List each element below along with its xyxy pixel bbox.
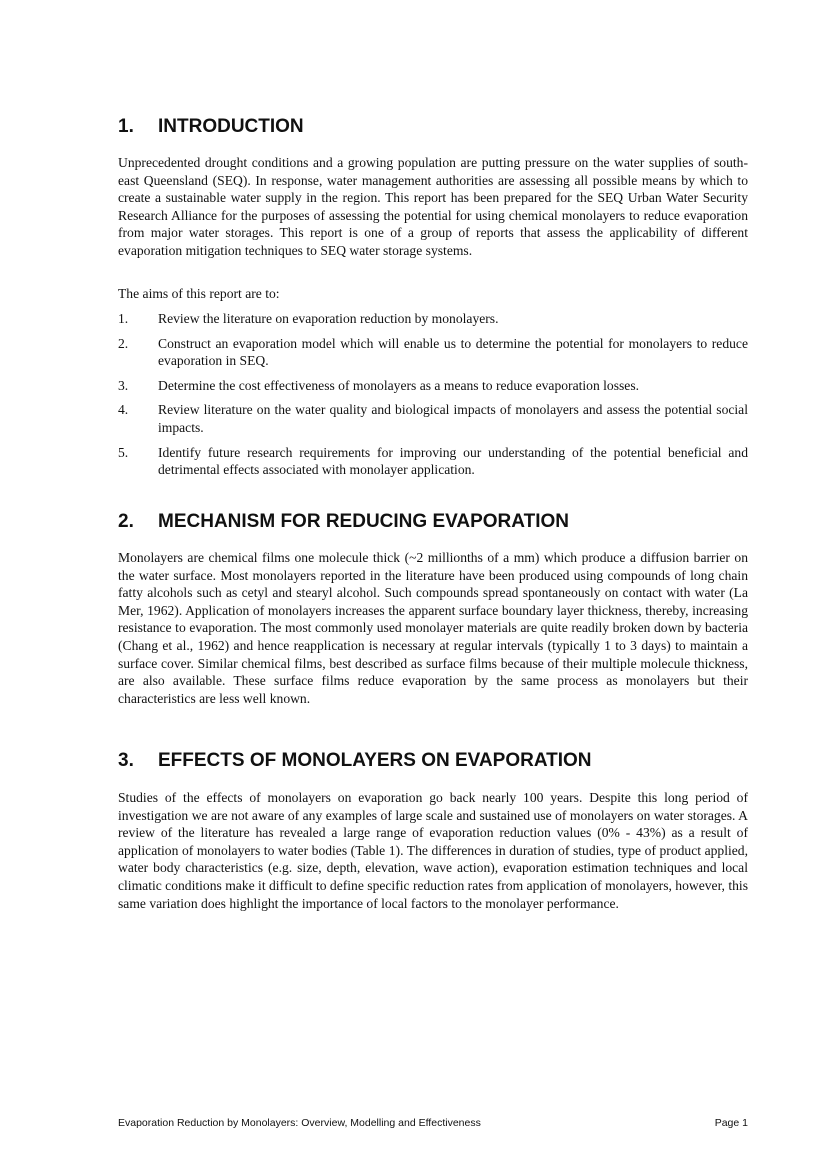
aim-item	[118, 377, 748, 395]
section-heading-mechanism	[118, 511, 569, 533]
aim-item	[118, 401, 748, 436]
section-number: 1.	[118, 116, 134, 137]
section-title: EFFECTS OF MONOLAYERS ON EVAPORATION	[158, 750, 592, 771]
aim-item	[118, 310, 748, 328]
section-title: MECHANISM FOR REDUCING EVAPORATION	[158, 511, 569, 532]
aims-intro: The aims of this report are to:	[118, 286, 280, 301]
section-heading-introduction	[118, 116, 304, 138]
aim-text: Construct an evaporation model which will enable us to determine the potential for monolayers to reduce evaporation in SEQ.	[158, 335, 748, 369]
aims-list	[118, 310, 748, 486]
aim-number: 4.	[118, 402, 129, 418]
aim-item	[118, 444, 748, 479]
introduction-paragraph: Unprecedented drought conditions and a growing population are putting pressure on the water supplies of south-east Queensland (SEQ). In response, water management authorities are assessing all possible means by which to create a sustainable water supply in the region. This report has been prepared for the SEQ Urban Water Security Research Alliance for the purposes of assessing the potential for using chemical monolayers to reduce evaporation from major water storages. This report is one of a group of reports that assess the applicability of different evaporation mitigation techniques to SEQ water storage systems.	[118, 155, 748, 258]
aim-text: Determine the cost effectiveness of monolayers as a means to reduce evaporation losses.	[158, 377, 640, 393]
section-number: 3.	[118, 750, 134, 771]
section-heading-effects	[118, 750, 592, 772]
footer-title: Evaporation Reduction by Monolayers: Overview, Modelling and Effectiveness	[118, 1117, 481, 1129]
page-number: Page 1	[714, 1117, 748, 1129]
effects-paragraph: Studies of the effects of monolayers on evaporation go back nearly 100 years. Despite this long period of investigation we are not aware of any examples of large scale and sustained use of monolayers on water storages. A review of the literature has revealed a large range of evaporation reduction values (0% - 43%) as a result of application of monolayers to water bodies (Table 1). The differences in duration of studies, type of product applied, water body characteristics (e.g. size, depth, elevation, wave action), evaporation estimation techniques and local climatic conditions make it difficult to define specific reduction rates from application of monolayers, however, this same variation does highlight the importance of local factors to the monolayer performance.	[118, 790, 748, 911]
mechanism-paragraph: Monolayers are chemical films one molecule thick (~2 millionths of a mm) which produce a diffusion barrier on the water surface. Most monolayers reported in the literature have been produced using compounds of long chain fatty alcohols such as cetyl and stearyl alcohol. Such compounds spread spontaneously on contact with water (La Mer, 1962). Application of monolayers increases the apparent surface boundary layer thickness, thereby, increasing resistance to evaporation. The most commonly used monolayer materials are quite readily broken down by bacteria (Chang et al., 1962) and hence reapplication is necessary at regular intervals (typically 1 to 3 days) to maintain a surface cover. Similar chemical films, best described as surface films because of their multiple molecule thickness, are also available. These surface films reduce evaporation by the same process as monolayers but their characteristics are less well known.	[118, 550, 748, 706]
aim-number: 3.	[118, 377, 129, 393]
section-title: INTRODUCTION	[158, 116, 304, 137]
aim-text: Review the literature on evaporation reduction by monolayers.	[158, 311, 499, 326]
section-number: 2.	[118, 511, 134, 532]
aim-number: 5.	[118, 444, 129, 460]
document-page	[118, 0, 748, 1169]
aim-number: 2.	[118, 335, 129, 351]
aim-item	[118, 335, 748, 370]
aim-number: 1.	[118, 311, 129, 326]
aim-text: Review literature on the water quality and biological impacts of monolayers and assess the potential social impacts.	[158, 402, 748, 435]
aim-text: Identify future research requirements for improving our understanding of the potential beneficial and detrimental effects associated with monolayer application.	[158, 444, 748, 478]
